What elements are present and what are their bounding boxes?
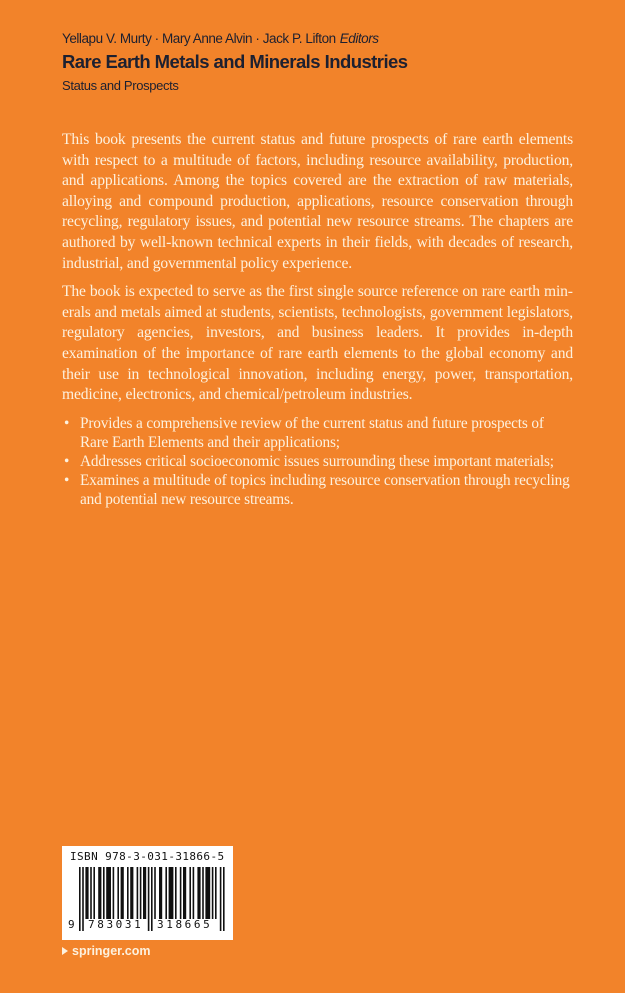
book-header [62, 30, 408, 95]
book-subtitle: Status and Prospects [62, 78, 179, 93]
editors-line [62, 30, 408, 48]
bullet-text: Examines a multitude of topics including resource conservation through recycling and potential new resource streams. [80, 471, 570, 508]
publisher-website-text: springer.com [72, 944, 151, 958]
description-paragraph-1: This book presents the current status and future prospects of rare earth elements with respect to a multitude of factors, including resource availability, production, and applications. Among the topics covered are the extraction of raw materials, alloying and compound production, applications, resource conservation through recycling, regulatory issues, and potential new resource streams. The chapters are authored by well-known technical experts in their fields, with decades of research, industrial, and governmental policy experience. [62, 131, 573, 272]
feature-bullet [62, 471, 573, 509]
bullet-icon: • [64, 471, 70, 489]
ean-first-digit: 9 [68, 918, 78, 931]
triangle-right-icon [62, 947, 68, 955]
isbn-label: ISBN 978-3-031-31866-5 [70, 850, 225, 863]
description-paragraph-2: The book is expected to serve as the first single source reference on rare earth minerals and metals aimed at students, scientists, technologists, government legislators, regulatory agencies, investors, and business leaders. It provides in-depth examination of the importance of rare earth elements to the global economy and their use in technological innovation, including energy, power, transportation, medicine, electronics, and chemical/petroleum industries. [62, 283, 573, 404]
bullet-text: Provides a comprehensive review of the current status and future prospects of Rare Earth Elements and their applications; [80, 414, 544, 451]
feature-bullet [62, 414, 573, 452]
editors-role: Editors [339, 31, 379, 46]
book-title: Rare Earth Metals and Minerals Industries [62, 51, 408, 72]
feature-bullet-list [62, 414, 573, 509]
ean-left-digits: 783031 [88, 918, 144, 931]
publisher-website-link[interactable] [62, 944, 151, 958]
bullet-text: Addresses critical socioeconomic issues surrounding these important materials; [80, 452, 554, 470]
ean-right-digits: 318665 [157, 918, 213, 931]
editors-names: Yellapu V. Murty · Mary Anne Alvin · Jack P. Lifton [62, 31, 336, 46]
feature-bullet [62, 452, 573, 471]
bullet-icon: • [64, 414, 70, 432]
bullet-icon: • [64, 452, 70, 470]
isbn-barcode-box [62, 846, 233, 940]
book-description [62, 130, 573, 509]
